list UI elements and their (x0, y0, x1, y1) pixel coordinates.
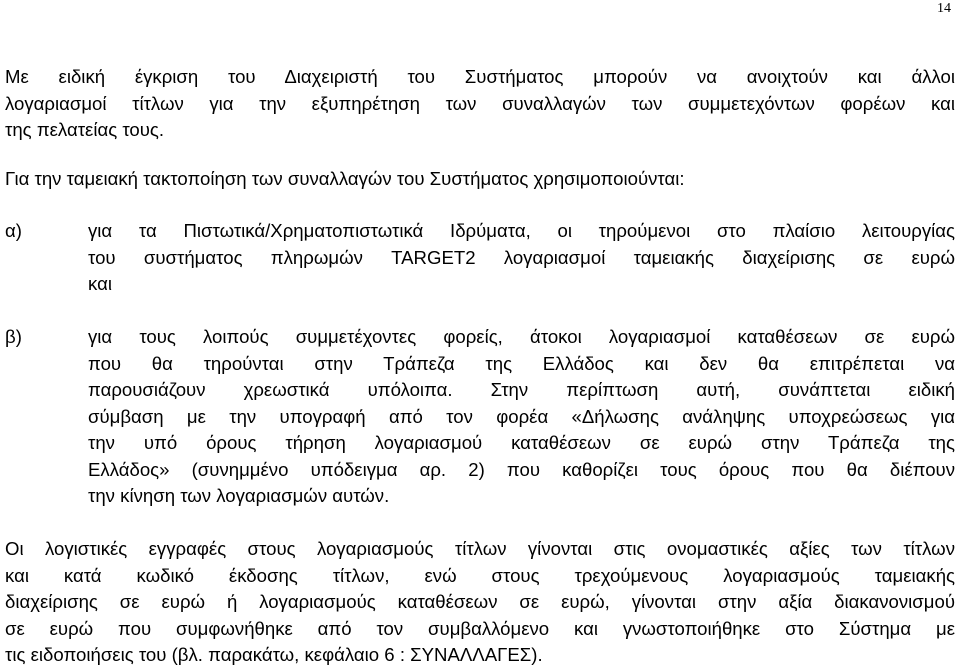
paragraph-accounts-approval (5, 64, 955, 144)
text-line: τις ειδοποιήσεις του (βλ. παρακάτω, κεφάλαιο 6 : ΣΥΝΑΛΛΑΓΕΣ). (5, 644, 543, 665)
list-marker: α) (5, 220, 22, 241)
text-line: την κίνηση των λογαριασμών αυτών. (88, 485, 390, 506)
text-line: που θα τηρούνται στην Τράπεζα της Ελλάδος και δεν θα επιτρέπεται να (88, 352, 955, 374)
text-line: Οι λογιστικές εγγραφές στους λογαριασμούς τίτλων γίνονται στις ονομαστικές αξίες των τίτλων (5, 538, 955, 559)
list-item-body (88, 218, 955, 298)
text-line: για τους λοιπούς συμμετέχοντες φορείς, άτοκοι λογαριασμοί καταθέσεων σε ευρώ (88, 326, 955, 347)
list-item-body (88, 324, 955, 510)
list-marker: β) (5, 326, 22, 347)
paragraph-accounting-entries (5, 536, 955, 669)
text-line: Για την ταμειακή τακτοποίηση των συναλλαγών του Συστήματος χρησιμοποιούνται: (5, 168, 685, 189)
text-line: Με ειδική έγκριση του Διαχειριστή του Συστήματος μπορούν να ανοιχτούν και άλλοι (5, 66, 955, 87)
text-line: λογαριασμοί τίτλων για την εξυπηρέτηση των συναλλαγών των συμμετεχόντων φορέων και (5, 92, 955, 114)
text-line: της πελατείας τους. (5, 119, 165, 140)
text-line: παρουσιάζουν χρεωστικά υπόλοιπα. Στην περίπτωση αυτή, συνάπτεται ειδική (88, 379, 955, 400)
text-line: και κατά κωδικό έκδοσης τίτλων, ενώ στους τρεχούμενους λογαριασμούς ταμειακής (5, 564, 955, 586)
text-line: την υπό όρους τήρηση λογαριασμού καταθέσεων σε ευρώ στην Τράπεζα της (88, 432, 955, 453)
paragraph-cash-settlement-intro (5, 166, 955, 193)
text-line: και (88, 273, 112, 294)
text-line: του συστήματος πληρωμών TARGET2 λογαριασμοί ταμειακής διαχείρισης σε ευρώ (88, 246, 955, 268)
text-line: σύμβαση με την υπογραφή από τον φορέα «Δήλωσης ανάληψης υποχρεώσεως για (88, 405, 955, 427)
text-line: διαχείρισης σε ευρώ ή λογαριασμούς καταθέσεων σε ευρώ, γίνονται στην αξία διακανονισμού (5, 591, 955, 612)
text-line: Ελλάδος» (συνημμένο υπόδειγμα αρ. 2) που καθορίζει τους όρους που θα διέπουν (88, 458, 955, 480)
page-number: 14 (937, 1, 951, 16)
text-line: σε ευρώ που συμφωνήθηκε από τον συμβαλλόμενο και γνωστοποιήθηκε στο Σύστημα με (5, 617, 955, 639)
text-line: για τα Πιστωτικά/Χρηματοπιστωτικά Ιδρύματα, οι τηρούμενοι στο πλαίσιο λειτουργίας (88, 220, 955, 241)
